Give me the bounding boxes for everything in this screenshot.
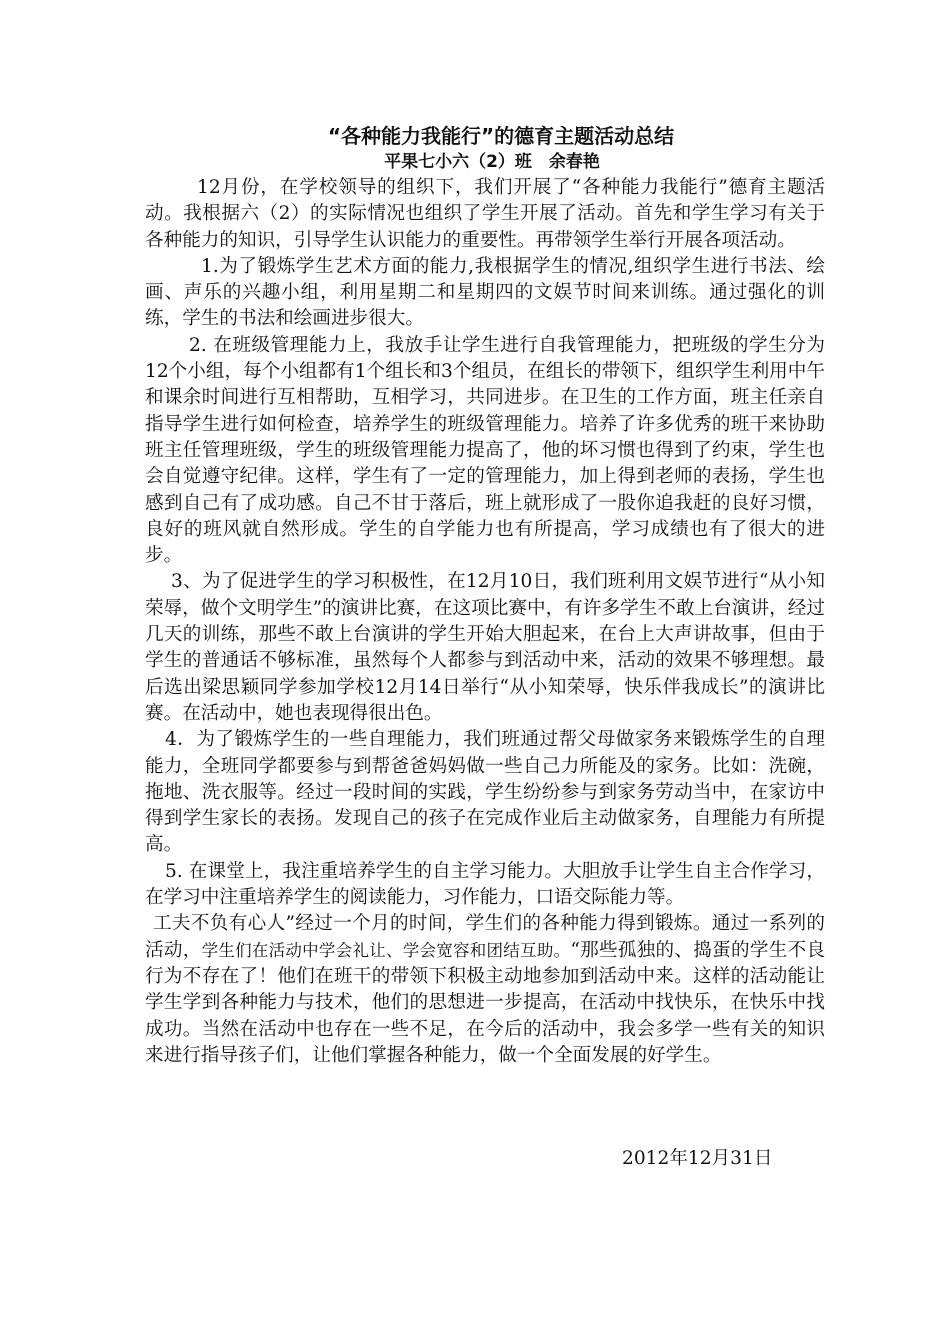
document-byline: 平果七小六（2）班 余春艳 [384, 152, 600, 172]
conclusion-text-end: “那些孤独的、捣蛋的学生不良行为不存在了！他们在班干的带领下积极主动地参加到活动中来。这样的活动能让学生学到各种能力与技术，他们的思想进一步提高，在活动中找快乐，在快乐中找成功。当然在活动中也存在一些不足，在今后的活动中，我会多学一些有关的知识来进行指导孩子们，让他们掌握各种能力，做一个全面发展的好学生。 [145, 939, 825, 1066]
paragraph-conclusion [145, 911, 825, 1069]
paragraph-item-3: 3、为了促进学生的学习积极性，在12月10日，我们班利用文娱节进行“从小知荣辱，做个文明学生”的演讲比赛，在这项比赛中，有许多学生不敢上台演讲，经过几天的训练，那些不敢上台演讲的学生开始大胆起来，在台上大声讲故事，但由于学生的普通话不够标准，虽然每个人都参与到活动中来，活动的效果不够理想。最后选出梁思颖同学参加学校12月14日举行“从小知荣辱，快乐伴我成长”的演讲比赛。在活动中，她也表现得很出色。 [145, 571, 825, 724]
document-date: 2012年12月31日 [622, 1148, 773, 1169]
document-title: “各种能力我能行”的德育主题活动总结 [327, 124, 675, 148]
paragraph-item-1: 1.为了锻炼学生艺术方面的能力,我根据学生的情况,组织学生进行书法、绘画、声乐的兴趣小组，利用星期二和星期四的文娱节时间来训练。通过强化的训练，学生的书法和绘画进步很大。 [145, 255, 825, 330]
document-body [145, 175, 825, 1069]
paragraph-item-4: 4．为了锻炼学生的一些自理能力，我们班通过帮父母做家务来锻炼学生的自理能力，全班同学都要参与到帮爸爸妈妈做一些自己力所能及的家务。比如：洗碗，拖地、洗衣服等。经过一段时间的实践，学生纷纷参与到家务劳动当中，在家访中得到学生家长的表扬。发现自己的孩子在完成作业后主动做家务，自理能力有所提高。 [145, 729, 825, 856]
paragraph-intro: 12月份，在学校领导的组织下，我们开展了“各种能力我能行”德育主题活动。我根据六（2）的实际情况也组织了学生开展了活动。首先和学生学习有关于各种能力的知识，引导学生认识能力的重要性。再带领学生举行开展各项活动。 [145, 177, 825, 251]
conclusion-text-start: 工夫不负有心人”经过一个月的时间，学生们的各种能力得到锻炼。通过一系列的活动， [145, 913, 825, 961]
conclusion-text-small: 学生们在活动中学会礼让、学会宽容和团结互助。 [201, 940, 571, 960]
paragraph-item-2: 2. 在班级管理能力上，我放手让学生进行自我管理能力，把班级的学生分为12个小组，每个小组都有1个组长和3个组员，在组长的带领下，组织学生利用中午和课余时间进行互相帮助，互相学习，共同进步。在卫生的工作方面，班主任亲自指导学生进行如何检查，培养学生的班级管理能力。培养了许多优秀的班干来协助班主任管理班级，学生的班级管理能力提高了，他的坏习惯也得到了约束，学生也会自觉遵守纪律。这样，学生有了一定的管理能力，加上得到老师的表扬，学生也感到自己有了成功感。自己不甘于落后，班上就形成了一股你追我赶的良好习惯，良好的班风就自然形成。学生的自学能力也有所提高，学习成绩也有了很大的进步。 [145, 334, 825, 567]
paragraph-item-5: 5. 在课堂上，我注重培养学生的自主学习能力。大胆放手让学生自主合作学习，在学习中注重培养学生的阅读能力，习作能力，口语交际能力等。 [145, 860, 825, 909]
